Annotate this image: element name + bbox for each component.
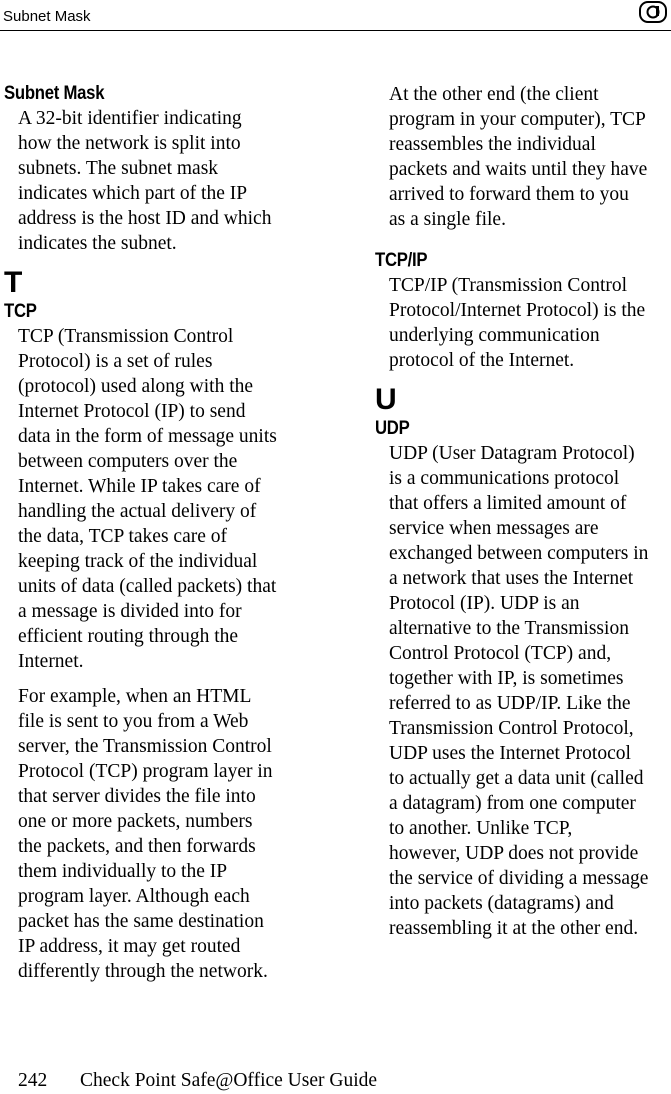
glossary-badge-icon [639,1,667,23]
term-udp: UDP [375,418,410,439]
header-title: Subnet Mask [3,8,91,25]
left-column [4,82,296,984]
page-footer [18,1070,377,1092]
section-letter-t: T [4,266,23,299]
right-column [375,82,669,941]
section-letter-u: U [375,383,397,416]
definition-tcp-continued: At the other end (the client program in your computer), TCP reassembles the individual packets and waits until they have arrived to forward them to you as a single file. [389,84,648,230]
definition-tcp-paragraph-1: TCP (Transmission Control Protocol) is a set of rules (protocol) used along with the Internet Protocol (IP) to send data in the form of message units between computers over the Internet. While IP takes care of handling the actual delivery of the data, TCP takes care of keeping track of the individual units of data (called packets) that a message is divided into for efficient routing through the Internet. [18,326,277,672]
definition-udp: UDP (User Datagram Protocol) is a communications protocol that offers a limited amount of service when messages are exchanged between computers in a network that uses the Internet Protocol (IP). UDP is an alternative to the Transmission Control Protocol (TCP) and, together with IP, is sometimes referred to as UDP/IP. Like the Transmission Control Protocol, UDP uses the Internet Protocol to actually get a data unit (called a datagram) from one computer to another. Unlike TCP, however, UDP does not provide the service of dividing a message into packets (datagrams) and reassembling it at the other end. [389,443,649,939]
term-tcp-ip: TCP/IP [375,250,428,271]
term-subnet-mask: Subnet Mask [4,83,105,104]
term-tcp: TCP [4,301,37,322]
definition-tcp-paragraph-2: For example, when an HTML file is sent to you from a Web server, the Transmission Control Protocol (TCP) program layer in that server divides the file into one or more packets, numbers the packets, and then forwards them individually to the IP program layer. Although each packet has the same destination IP address, it may get routed differently through the network. [18,686,273,982]
guide-title: Check Point Safe@Office User Guide [80,1070,378,1091]
page-header [0,0,671,31]
definition-subnet-mask: A 32-bit identifier indicating how the network is split into subnets. The subnet mask indicates which part of the IP address is the host ID and which indicates the subnet. [18,108,272,254]
definition-tcp-ip: TCP/IP (Transmission Control Protocol/Internet Protocol) is the underlying communication protocol of the Internet. [389,275,646,371]
page-number: 242 [18,1070,48,1091]
